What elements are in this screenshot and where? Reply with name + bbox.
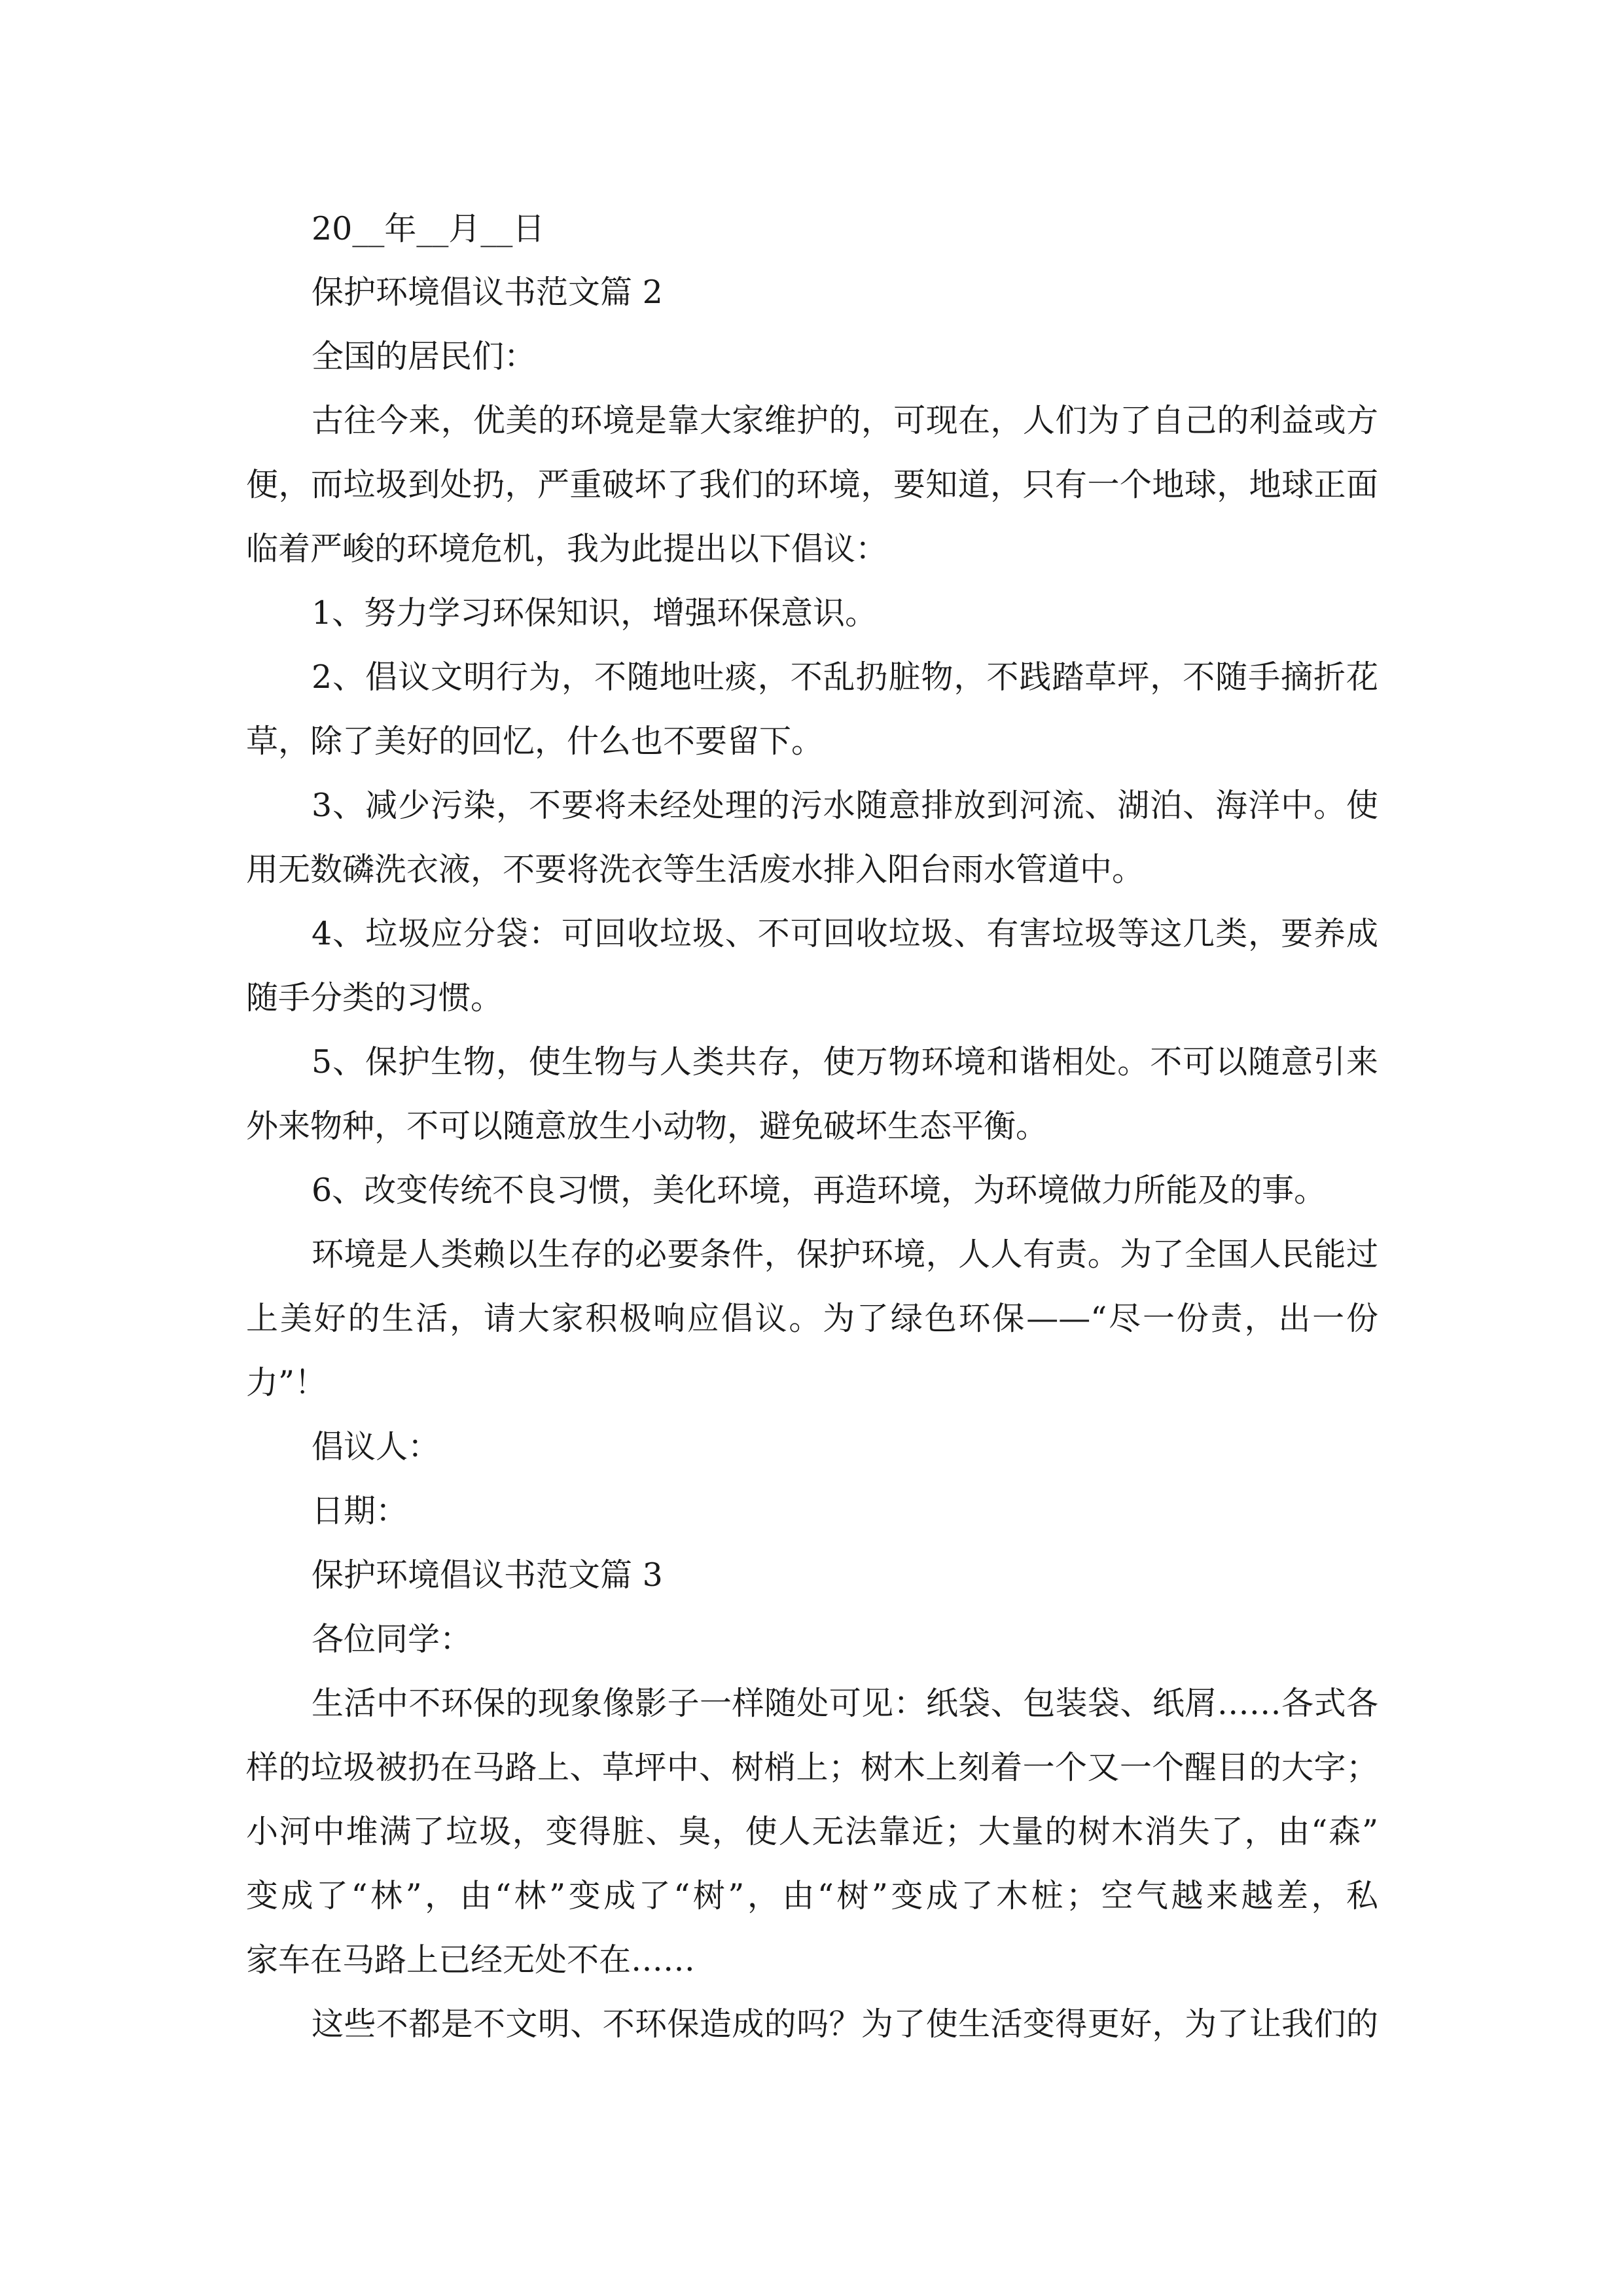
intro-line: 便，而垃圾到处扔，严重破坏了我们的环境，要知道，只有一个地球，地球正面 xyxy=(246,466,1378,503)
proposer-label: 倡议人： xyxy=(312,1428,440,1465)
proposal-item-5: 5、保护生物，使生物与人类共存，使万物环境和谐相处。不可以随意引来 xyxy=(312,1043,1378,1081)
proposal-item-2: 2、倡议文明行为，不随地吐痰，不乱扔脏物，不践踏草坪，不随手摘折花 xyxy=(312,658,1378,696)
heading-sample-3: 保护环境倡议书范文篇 3 xyxy=(312,1556,663,1594)
intro-line: 临着严峻的环境危机，我为此提出以下倡议： xyxy=(246,530,888,567)
intro-line: 古往今来，优美的环境是靠大家维护的，可现在，人们为了自己的利益或方 xyxy=(312,402,1378,439)
proposal-item-3: 3、减少污染，不要将未经处理的污水随意排放到河流、湖泊、海洋中。使 xyxy=(312,787,1378,824)
proposal-item-5-cont: 外来物种，不可以随意放生小动物，避免破坏生态平衡。 xyxy=(246,1107,1048,1145)
closing-line: 环境是人类赖以生存的必要条件，保护环境，人人有责。为了全国人民能过 xyxy=(312,1236,1378,1273)
proposal-item-4: 4、垃圾应分袋：可回收垃圾、不可回收垃圾、有害垃圾等这几类，要养成 xyxy=(312,915,1378,952)
salutation-sample-2: 全国的居民们： xyxy=(312,338,537,375)
proposal-item-2-cont: 草，除了美好的回忆，什么也不要留下。 xyxy=(246,723,824,760)
paragraph-line: 这些不都是不文明、不环保造成的吗？为了使生活变得更好，为了让我们的 xyxy=(312,2005,1378,2043)
heading-sample-2: 保护环境倡议书范文篇 2 xyxy=(312,274,663,311)
paragraph-line: 样的垃圾被扔在马路上、草坪中、树梢上；树木上刻着一个又一个醒目的大字； xyxy=(246,1749,1378,1786)
proposal-item-6: 6、改变传统不良习惯，美化环境，再造环境，为环境做力所能及的事。 xyxy=(312,1172,1327,1209)
paragraph-line: 变成了“林”，由“林”变成了“树”，由“树”变成了木桩；空气越来越差，私 xyxy=(246,1877,1378,1914)
closing-line: 力”！ xyxy=(246,1364,327,1401)
paragraph-line: 小河中堆满了垃圾，变得脏、臭，使人无法靠近；大量的树木消失了，由“森” xyxy=(246,1813,1378,1850)
date-label: 日期： xyxy=(312,1492,408,1530)
proposal-item-4-cont: 随手分类的习惯。 xyxy=(246,979,503,1016)
salutation-sample-3: 各位同学： xyxy=(312,1621,473,1658)
closing-line: 上美好的生活，请大家积极响应倡议。为了绿色环保——“尽一份责，出一份 xyxy=(246,1300,1378,1337)
date-line: 20__年__月__日 xyxy=(312,210,545,247)
paragraph-line: 家车在马路上已经无处不在…… xyxy=(246,1941,696,1979)
proposal-item-1: 1、努力学习环保知识，增强环保意识。 xyxy=(312,594,878,632)
proposal-item-3-cont: 用无数磷洗衣液，不要将洗衣等生活废水排入阳台雨水管道中。 xyxy=(246,851,1145,888)
paragraph-line: 生活中不环保的现象像影子一样随处可见：纸袋、包装袋、纸屑……各式各 xyxy=(312,1685,1378,1722)
